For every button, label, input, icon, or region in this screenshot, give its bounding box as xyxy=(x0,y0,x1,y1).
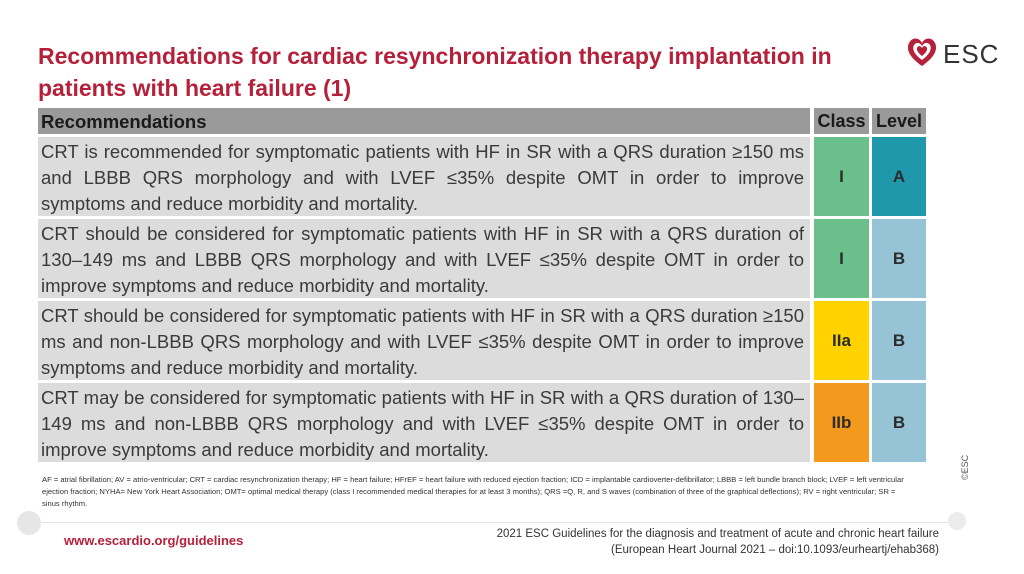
level-badge: B xyxy=(872,301,926,380)
table-row xyxy=(38,219,926,298)
abbreviations-footnote: AF = atrial fibrillation; AV = atrio-ventricular; CRT = cardiac resynchronization therapy; HF = heart failure; HFrEF = heart failure with reduced ejection fraction; ICD = implantable cardioverter-defibrillator; LBBB = left bundle branch block; LVEF = left ventricular ejection fraction; NYHA= New York Heart Association; OMT= optimal medical therapy (class I recommended medical therapies for at least 3 months); QRS =Q, R, and S waves (combination of three of the graphical deflections); RV = right ventricular; SR = sinus rhythm. xyxy=(42,475,904,508)
level-badge: B xyxy=(872,383,926,462)
header-recommendations: Recommendations xyxy=(38,108,810,134)
class-badge: IIa xyxy=(814,301,869,380)
level-badge: B xyxy=(872,219,926,298)
esc-logo xyxy=(905,35,1000,71)
class-badge: I xyxy=(814,219,869,298)
recommendation-text: CRT is recommended for symptomatic patients with HF in SR with a QRS duration ≥150 ms and LBBB QRS morphology and with LVEF ≤35% despite OMT in order to improve symptoms and reduce morbidity and mortality. xyxy=(38,137,810,216)
header-class: Class xyxy=(814,108,869,134)
copyright-text: ©ESC xyxy=(960,454,970,480)
table-header-row xyxy=(38,108,926,134)
decorative-circle-left xyxy=(17,511,41,535)
recommendation-text: CRT may be considered for symptomatic patients with HF in SR with a QRS duration of 130–149 ms and non-LBBB QRS morphology and with LVEF ≤35% despite OMT in order to improve symptoms and reduce morbidity and mortality. xyxy=(38,383,810,462)
class-badge: IIb xyxy=(814,383,869,462)
level-badge: A xyxy=(872,137,926,216)
table-row xyxy=(38,301,926,380)
table-row xyxy=(38,383,926,462)
recommendation-text: CRT should be considered for symptomatic patients with HF in SR with a QRS duration ≥150 ms and non-LBBB QRS morphology and with LVEF ≤35% despite OMT in order to improve symptoms and reduce morbidity and mortality. xyxy=(38,301,810,380)
esc-logo-text: ESC xyxy=(943,39,1000,69)
footer-divider xyxy=(40,522,948,523)
heart-icon xyxy=(905,35,939,69)
citation xyxy=(497,526,939,558)
citation-line-1: 2021 ESC Guidelines for the diagnosis and treatment of acute and chronic heart failure xyxy=(496,528,939,540)
class-badge: I xyxy=(814,137,869,216)
header-level: Level xyxy=(872,108,926,134)
table-row xyxy=(38,137,926,216)
guidelines-link[interactable]: www.escardio.org/guidelines xyxy=(64,533,244,548)
citation-line-2: (European Heart Journal 2021 – doi:10.1093/eurheartj/ehab368) xyxy=(611,544,939,556)
decorative-circle-right xyxy=(948,512,966,530)
page-title: Recommendations for cardiac resynchronization therapy implantation in patients with heart failure (1) xyxy=(38,43,832,101)
recommendations-table xyxy=(38,108,926,462)
recommendation-text: CRT should be considered for symptomatic patients with HF in SR with a QRS duration of 130–149 ms and LBBB QRS morphology and with LVEF ≤35% despite OMT in order to improve symptoms and reduce morbidity and mortality. xyxy=(38,219,810,298)
